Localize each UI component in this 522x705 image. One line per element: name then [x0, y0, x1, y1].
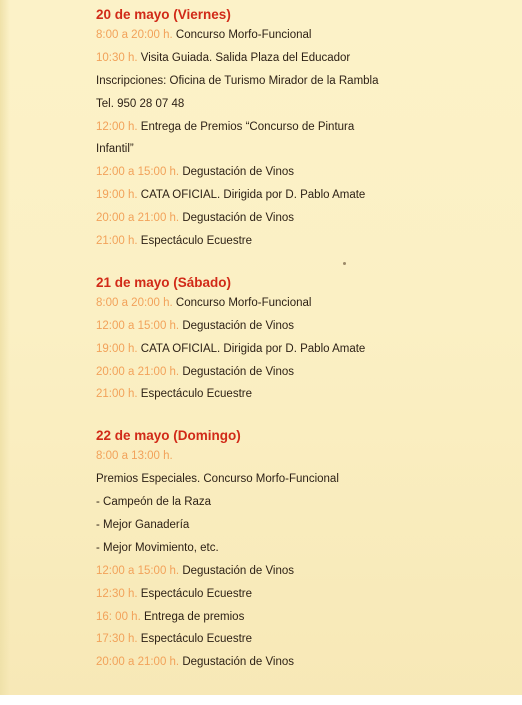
schedule-line	[96, 560, 516, 583]
schedule-line	[96, 184, 516, 207]
day-section-sabado	[96, 274, 516, 406]
schedule-time: 17:30 h.	[96, 633, 138, 646]
schedule-line	[96, 138, 516, 161]
program-schedule	[96, 6, 516, 695]
day-title: 20 de mayo (Viernes)	[96, 7, 231, 22]
schedule-text: Degustación de Vinos	[179, 365, 295, 378]
schedule-text: Degustación de Vinos	[179, 656, 295, 669]
day-section-domingo	[96, 427, 516, 674]
schedule-time: 21:00 h.	[96, 388, 138, 401]
schedule-text: Espectáculo Ecuestre	[137, 235, 252, 248]
schedule-text: Espectáculo Ecuestre	[137, 633, 252, 646]
schedule-time: 8:00 a 20:00 h.	[96, 296, 173, 309]
schedule-line	[96, 445, 516, 468]
schedule-line	[96, 628, 516, 651]
schedule-text: Espectáculo Ecuestre	[137, 587, 252, 600]
schedule-text: - Mejor Ganadería	[96, 519, 190, 532]
page-left-edge	[0, 0, 10, 705]
schedule-line	[96, 383, 516, 406]
schedule-text: - Campeón de la Raza	[96, 496, 212, 509]
schedule-line	[96, 70, 516, 93]
schedule-line	[96, 93, 516, 116]
schedule-line	[96, 361, 516, 384]
schedule-line	[96, 207, 516, 230]
schedule-time: 20:00 a 21:00 h.	[96, 212, 180, 225]
schedule-line	[96, 315, 516, 338]
page-bottom-margin	[0, 695, 522, 705]
schedule-line	[96, 606, 516, 629]
schedule-line	[96, 161, 516, 184]
schedule-text: CATA OFICIAL. Dirigida por D. Pablo Amate	[137, 342, 366, 355]
schedule-line	[96, 651, 516, 674]
schedule-line	[96, 116, 516, 139]
schedule-text: CATA OFICIAL. Dirigida por D. Pablo Amate	[137, 189, 366, 202]
schedule-text: Entrega de premios	[140, 610, 245, 623]
schedule-text: Inscripciones: Oficina de Turismo Mirador de la Rambla	[96, 74, 379, 87]
schedule-time: 21:00 h.	[96, 235, 138, 248]
schedule-text: Visita Guiada. Salida Plaza del Educador	[137, 51, 351, 64]
schedule-time: 8:00 a 20:00 h.	[96, 29, 173, 41]
day-section-viernes	[96, 6, 516, 253]
schedule-time: 20:00 a 21:00 h.	[96, 656, 180, 669]
schedule-text: Espectáculo Ecuestre	[137, 388, 252, 401]
schedule-line	[96, 537, 516, 560]
schedule-time: 8:00 a 13:00 h.	[96, 450, 173, 463]
schedule-text: Premios Especiales. Concurso Morfo-Funcional	[96, 473, 339, 486]
schedule-text: Tel. 950 28 07 48	[96, 97, 185, 110]
schedule-text: Concurso Morfo-Funcional	[172, 296, 312, 309]
schedule-time: 19:00 h.	[96, 342, 138, 355]
schedule-line	[96, 514, 516, 537]
schedule-line	[96, 583, 516, 606]
schedule-text: Infantil”	[96, 143, 134, 156]
schedule-line	[96, 338, 516, 361]
schedule-time: 19:00 h.	[96, 189, 138, 202]
schedule-line	[96, 292, 516, 315]
schedule-time: 10:30 h.	[96, 51, 138, 64]
schedule-line	[96, 491, 516, 514]
schedule-text: Degustación de Vinos	[179, 166, 295, 179]
schedule-time: 12:00 a 15:00 h.	[96, 564, 180, 577]
schedule-line	[96, 468, 516, 491]
schedule-text: - Mejor Movimiento, etc.	[96, 541, 219, 554]
schedule-time: 12:00 h.	[96, 120, 138, 133]
schedule-text: Entrega de Premios “Concurso de Pintura	[137, 120, 355, 133]
schedule-text: Degustación de Vinos	[179, 212, 295, 225]
schedule-time: 12:30 h.	[96, 587, 138, 600]
schedule-line	[96, 47, 516, 70]
schedule-time: 16: 00 h.	[96, 610, 141, 623]
day-title: 21 de mayo (Sábado)	[96, 274, 232, 290]
schedule-time: 20:00 a 21:00 h.	[96, 365, 180, 378]
day-title: 22 de mayo (Domingo)	[96, 428, 241, 444]
schedule-text: Degustación de Vinos	[179, 319, 295, 332]
schedule-line	[96, 230, 516, 253]
schedule-text: Degustación de Vinos	[179, 564, 295, 577]
schedule-time: 12:00 a 15:00 h.	[96, 319, 180, 332]
schedule-text: Concurso Morfo-Funcional	[172, 29, 312, 41]
schedule-time: 12:00 a 15:00 h.	[96, 166, 180, 179]
schedule-line	[96, 24, 516, 47]
